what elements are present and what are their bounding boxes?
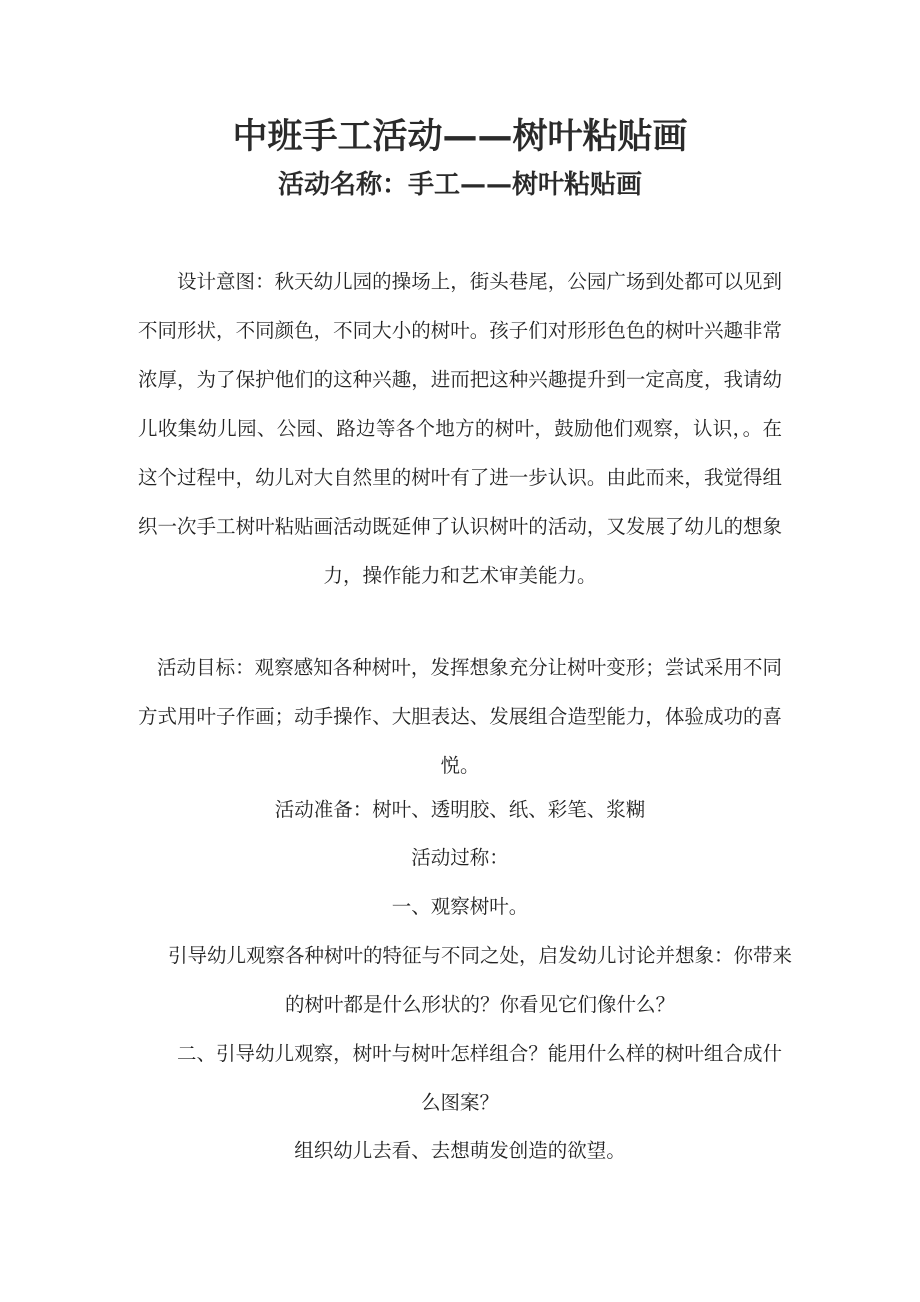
design-intent-paragraph: 设计意图：秋天幼儿园的操场上，街头巷尾，公园广场到处都可以见到不同形状，不同颜色，不同大小的树叶。孩子们对形形色色的树叶兴趣非常浓厚，为了保护他们的这种兴趣，进而把这种兴趣提升到一定高度，我请幼儿收集幼儿园、公园、路边等各个地方的树叶，鼓励他们观察，认识，。在这个过程中，幼儿对大自然里的树叶有了进一步认识。由此而来，我觉得组织一次手工树叶粘贴画活动既延伸了认识树叶的活动，又发展了幼儿的想象力，操作能力和艺术审美能力。 <box>138 270 782 587</box>
step-one-detail: 引导幼儿观察各种树叶的特征与不同之处，启发幼儿讨论并想象：你带来的树叶都是什么形状的？你看见它们像什么？ <box>167 944 792 1016</box>
activity-goals-paragraph: 活动目标：观察感知各种树叶，发挥想象充分让树叶变形；尝试采用不同方式用叶子作画；动手操作、大胆表达、发展组合造型能力，体验成功的喜悦。 <box>138 656 782 777</box>
step-two-conclusion: 组织幼儿去看、去想萌发创造的欲望。 <box>294 1139 626 1162</box>
document-title: 中班手工活动——树叶粘贴画 <box>232 117 688 157</box>
activity-preparation-line: 活动准备：树叶、透明胶、纸、彩笔、浆糊 <box>274 798 646 821</box>
step-two-paragraph: 二、引导幼儿观察，树叶与树叶怎样组合？能用什么样的树叶组合成什么图案？ <box>177 1042 782 1114</box>
activity-name-heading: 活动名称：手工——树叶粘贴画 <box>277 170 642 200</box>
step-one-heading: 一、观察树叶。 <box>391 895 529 918</box>
activity-process-heading: 活动过称： <box>411 846 509 869</box>
